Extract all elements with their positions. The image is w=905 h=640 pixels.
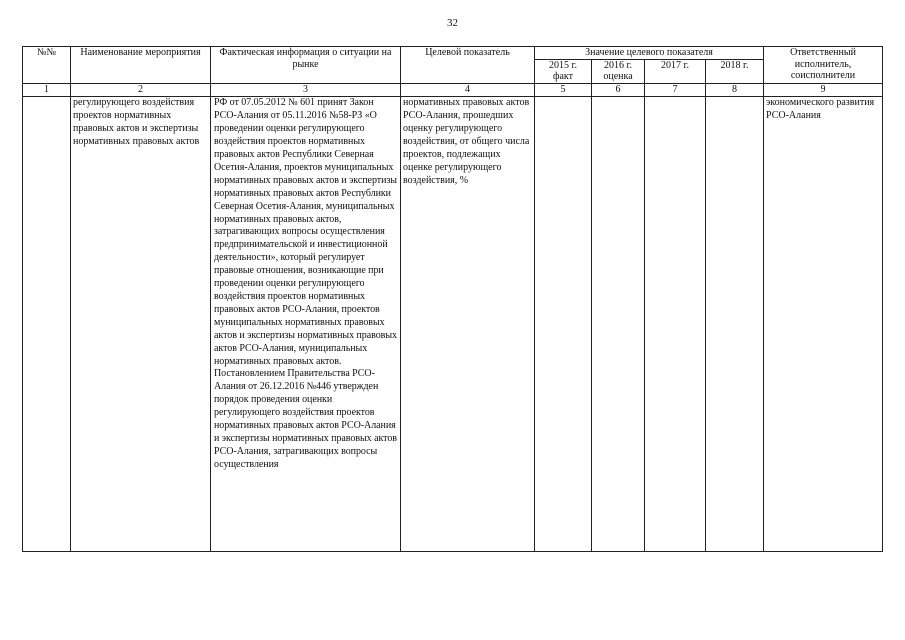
header-responsible: Ответственный исполнитель, соисполнители: [764, 47, 883, 84]
year-label: 2017 г.: [661, 59, 689, 71]
header-year-2016: [592, 59, 645, 83]
year-label: 2015 г.: [549, 59, 577, 71]
header-fact-info: Фактическая информация о ситуации на рынке: [211, 47, 401, 84]
column-number: 5: [535, 83, 592, 97]
header-row-1: [23, 47, 883, 60]
column-number: 6: [592, 83, 645, 97]
column-number: 1: [23, 83, 71, 97]
cell-num: [23, 97, 71, 552]
cell-name: регулирующего воздействия проектов нормативных правовых актов и экспертизы нормативных правовых актов: [71, 97, 211, 552]
year-note: оценка: [603, 71, 633, 82]
header-name: Наименование мероприятия: [71, 47, 211, 84]
measures-table: [22, 46, 883, 552]
column-number: 2: [71, 83, 211, 97]
cell-responsible: экономического развития РСО-Алания: [764, 97, 883, 552]
cell-fact-info: РФ от 07.05.2012 № 601 принят Закон РСО-Алания от 05.11.2016 №58-РЗ «О проведении оценки регулирующего воздействия проектов нормативных правовых актов Республики Северная Осетия-Алания, проектов муниципальных нормативных правовых актов и экспертизы нормативных правовых актов Республики Северная Осетия-Алания, муниципальных нормативных правовых актов, затрагивающих вопросы осуществления предпринимательской и инвестиционной деятельности», который регулирует правовые отношения, возникающие при проведении оценки регулирующего воздействия проектов нормативных правовых актов РСО-Алания, проектов муниципальных нормативных правовых актов и экспертизы нормативных правовых актов РСО-Алания, муниципальных нормативных правовых актов. Постановлением Правительства РСО-Алания от 26.12.2016 №446 утвержден порядок проведения оценки регулирующего воздействия проектов нормативных правовых актов РСО-Алания и экспертизы нормативных правовых актов РСО-Алания, затрагивающих вопросы осуществления: [211, 97, 401, 552]
year-label: 2016 г.: [604, 59, 632, 71]
header-year-2015: [535, 59, 592, 83]
year-label: 2018 г.: [720, 59, 749, 71]
header-num: №№: [23, 47, 71, 84]
page-number: 32: [447, 17, 458, 29]
cell-value-2016: [592, 97, 645, 552]
column-number-row: [23, 83, 883, 97]
header-value-group: Значение целевого показателя: [535, 47, 764, 60]
column-number: 3: [211, 83, 401, 97]
column-number: 8: [706, 83, 764, 97]
year-note: факт: [552, 71, 573, 82]
column-number: 4: [401, 83, 535, 97]
header-year-2018: [706, 59, 764, 83]
cell-value-2017: [645, 97, 706, 552]
cell-target: нормативных правовых актов РСО-Алания, прошедших оценку регулирующего воздействия, от общего числа проектов, подлежащих оценке регулирующего воздействия, %: [401, 97, 535, 552]
cell-value-2015: [535, 97, 592, 552]
column-number: 9: [764, 83, 883, 97]
cell-value-2018: [706, 97, 764, 552]
table-row: [23, 97, 883, 552]
header-target: Целевой показатель: [401, 47, 535, 84]
column-number: 7: [645, 83, 706, 97]
header-year-2017: [645, 59, 706, 83]
